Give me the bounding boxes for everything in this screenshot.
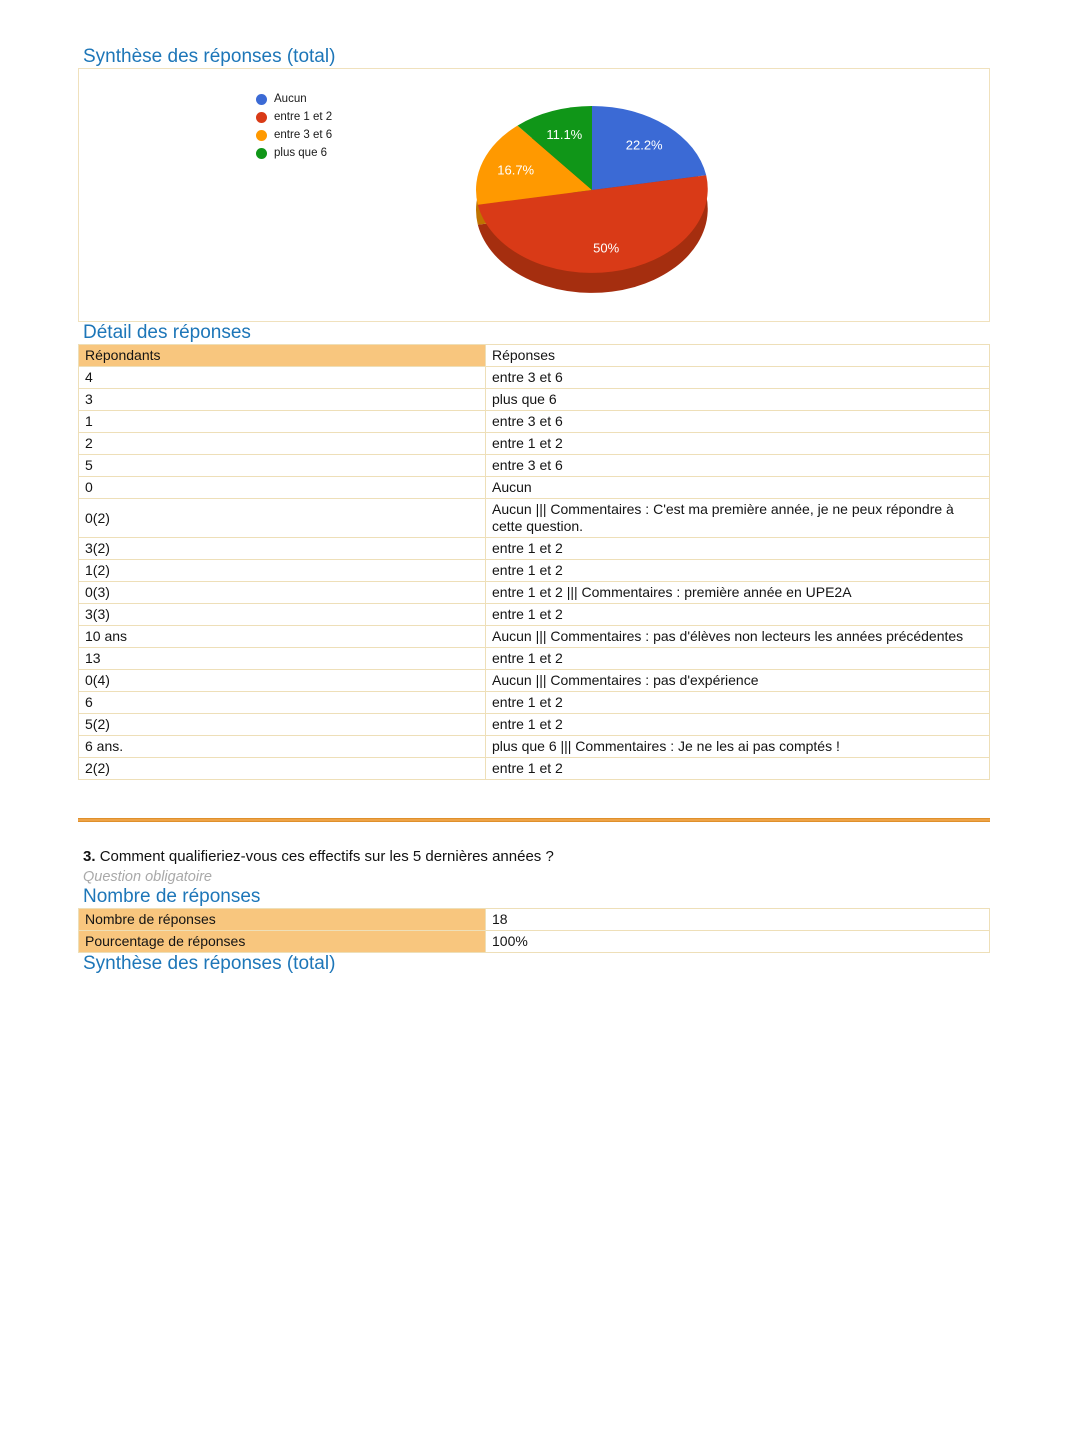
table-row (79, 670, 990, 692)
detail-table (78, 344, 990, 780)
table-cell: Pourcentage de réponses (79, 931, 486, 953)
table-cell: 2 (79, 433, 486, 455)
table-cell: 3(2) (79, 538, 486, 560)
table-cell: 4 (79, 367, 486, 389)
table-row (79, 367, 990, 389)
table-cell: 6 ans. (79, 736, 486, 758)
table-header-row (79, 345, 990, 367)
table-cell: entre 1 et 2 ||| Commentaires : première année en UPE2A (486, 582, 990, 604)
section-divider (78, 818, 990, 822)
question-number: 3. (83, 848, 96, 865)
table-row (79, 604, 990, 626)
legend-item (256, 146, 332, 160)
table-cell: entre 1 et 2 (486, 538, 990, 560)
table-cell: 1(2) (79, 560, 486, 582)
svg-text:11.1%: 11.1% (546, 127, 583, 143)
chart-panel (78, 68, 990, 322)
stats-table-body (79, 909, 990, 953)
table-cell: 0 (79, 477, 486, 499)
table-cell: 0(2) (79, 499, 486, 538)
chart-legend (256, 92, 332, 164)
table-row (79, 538, 990, 560)
legend-item (256, 92, 332, 106)
table-row (79, 714, 990, 736)
table-cell: entre 1 et 2 (486, 604, 990, 626)
table-cell: 0(4) (79, 670, 486, 692)
table-cell: entre 1 et 2 (486, 714, 990, 736)
table-cell: 10 ans (79, 626, 486, 648)
table-cell: 5 (79, 455, 486, 477)
table-cell: 0(3) (79, 582, 486, 604)
detail-table-body (79, 367, 990, 780)
table-cell: Aucun ||| Commentaires : C'est ma première année, je ne peux répondre à cette question. (486, 499, 990, 538)
question-text (83, 848, 990, 866)
table-row (79, 582, 990, 604)
table-cell: 18 (486, 909, 990, 931)
column-header-reponses: Réponses (486, 345, 990, 367)
required-question-note: Question obligatoire (83, 869, 212, 885)
table-cell: 3 (79, 389, 486, 411)
table-cell: 1 (79, 411, 486, 433)
table-cell: plus que 6 ||| Commentaires : Je ne les ai pas comptés ! (486, 736, 990, 758)
table-cell: 13 (79, 648, 486, 670)
table-cell: Aucun ||| Commentaires : pas d'élèves non lecteurs les années précédentes (486, 626, 990, 648)
table-row (79, 499, 990, 538)
table-row (79, 648, 990, 670)
table-row (79, 477, 990, 499)
table-cell: 100% (486, 931, 990, 953)
table-cell: entre 3 et 6 (486, 411, 990, 433)
legend-color-dot-icon (256, 148, 267, 159)
table-cell: Nombre de réponses (79, 909, 486, 931)
table-cell: Aucun (486, 477, 990, 499)
table-row (79, 389, 990, 411)
table-row (79, 931, 990, 953)
report-page (78, 0, 990, 975)
table-row (79, 411, 990, 433)
svg-text:16.7%: 16.7% (497, 162, 535, 178)
table-row (79, 626, 990, 648)
table-row (79, 758, 990, 780)
table-row (79, 455, 990, 477)
pie-chart (79, 69, 989, 321)
table-cell: 2(2) (79, 758, 486, 780)
legend-label: entre 3 et 6 (274, 129, 333, 141)
table-row (79, 909, 990, 931)
table-cell: entre 1 et 2 (486, 758, 990, 780)
table-cell: entre 1 et 2 (486, 692, 990, 714)
table-row (79, 736, 990, 758)
table-cell: entre 1 et 2 (486, 433, 990, 455)
table-cell: entre 1 et 2 (486, 648, 990, 670)
section-title-detail: Détail des réponses (83, 322, 251, 343)
svg-text:22.2%: 22.2% (625, 137, 663, 153)
section-title-synthese: Synthèse des réponses (total) (83, 46, 336, 67)
legend-label: plus que 6 (274, 147, 328, 159)
legend-label: Aucun (274, 93, 307, 105)
legend-item (256, 128, 332, 142)
legend-item (256, 110, 332, 124)
table-cell: 6 (79, 692, 486, 714)
legend-label: entre 1 et 2 (274, 111, 333, 123)
table-row (79, 433, 990, 455)
section-title-synthese-next: Synthèse des réponses (total) (83, 953, 336, 974)
column-header-repondants: Répondants (79, 345, 486, 367)
table-cell: plus que 6 (486, 389, 990, 411)
legend-color-dot-icon (256, 130, 267, 141)
table-row (79, 692, 990, 714)
svg-text:50%: 50% (593, 240, 620, 256)
legend-color-dot-icon (256, 94, 267, 105)
table-cell: 5(2) (79, 714, 486, 736)
response-stats-table (78, 908, 990, 953)
table-cell: entre 3 et 6 (486, 367, 990, 389)
table-row (79, 560, 990, 582)
legend-color-dot-icon (256, 112, 267, 123)
table-cell: 3(3) (79, 604, 486, 626)
table-cell: entre 1 et 2 (486, 560, 990, 582)
table-cell: Aucun ||| Commentaires : pas d'expérience (486, 670, 990, 692)
table-cell: entre 3 et 6 (486, 455, 990, 477)
question-label: Comment qualifieriez-vous ces effectifs sur les 5 dernières années ? (99, 848, 554, 865)
section-title-nombre: Nombre de réponses (83, 886, 261, 907)
